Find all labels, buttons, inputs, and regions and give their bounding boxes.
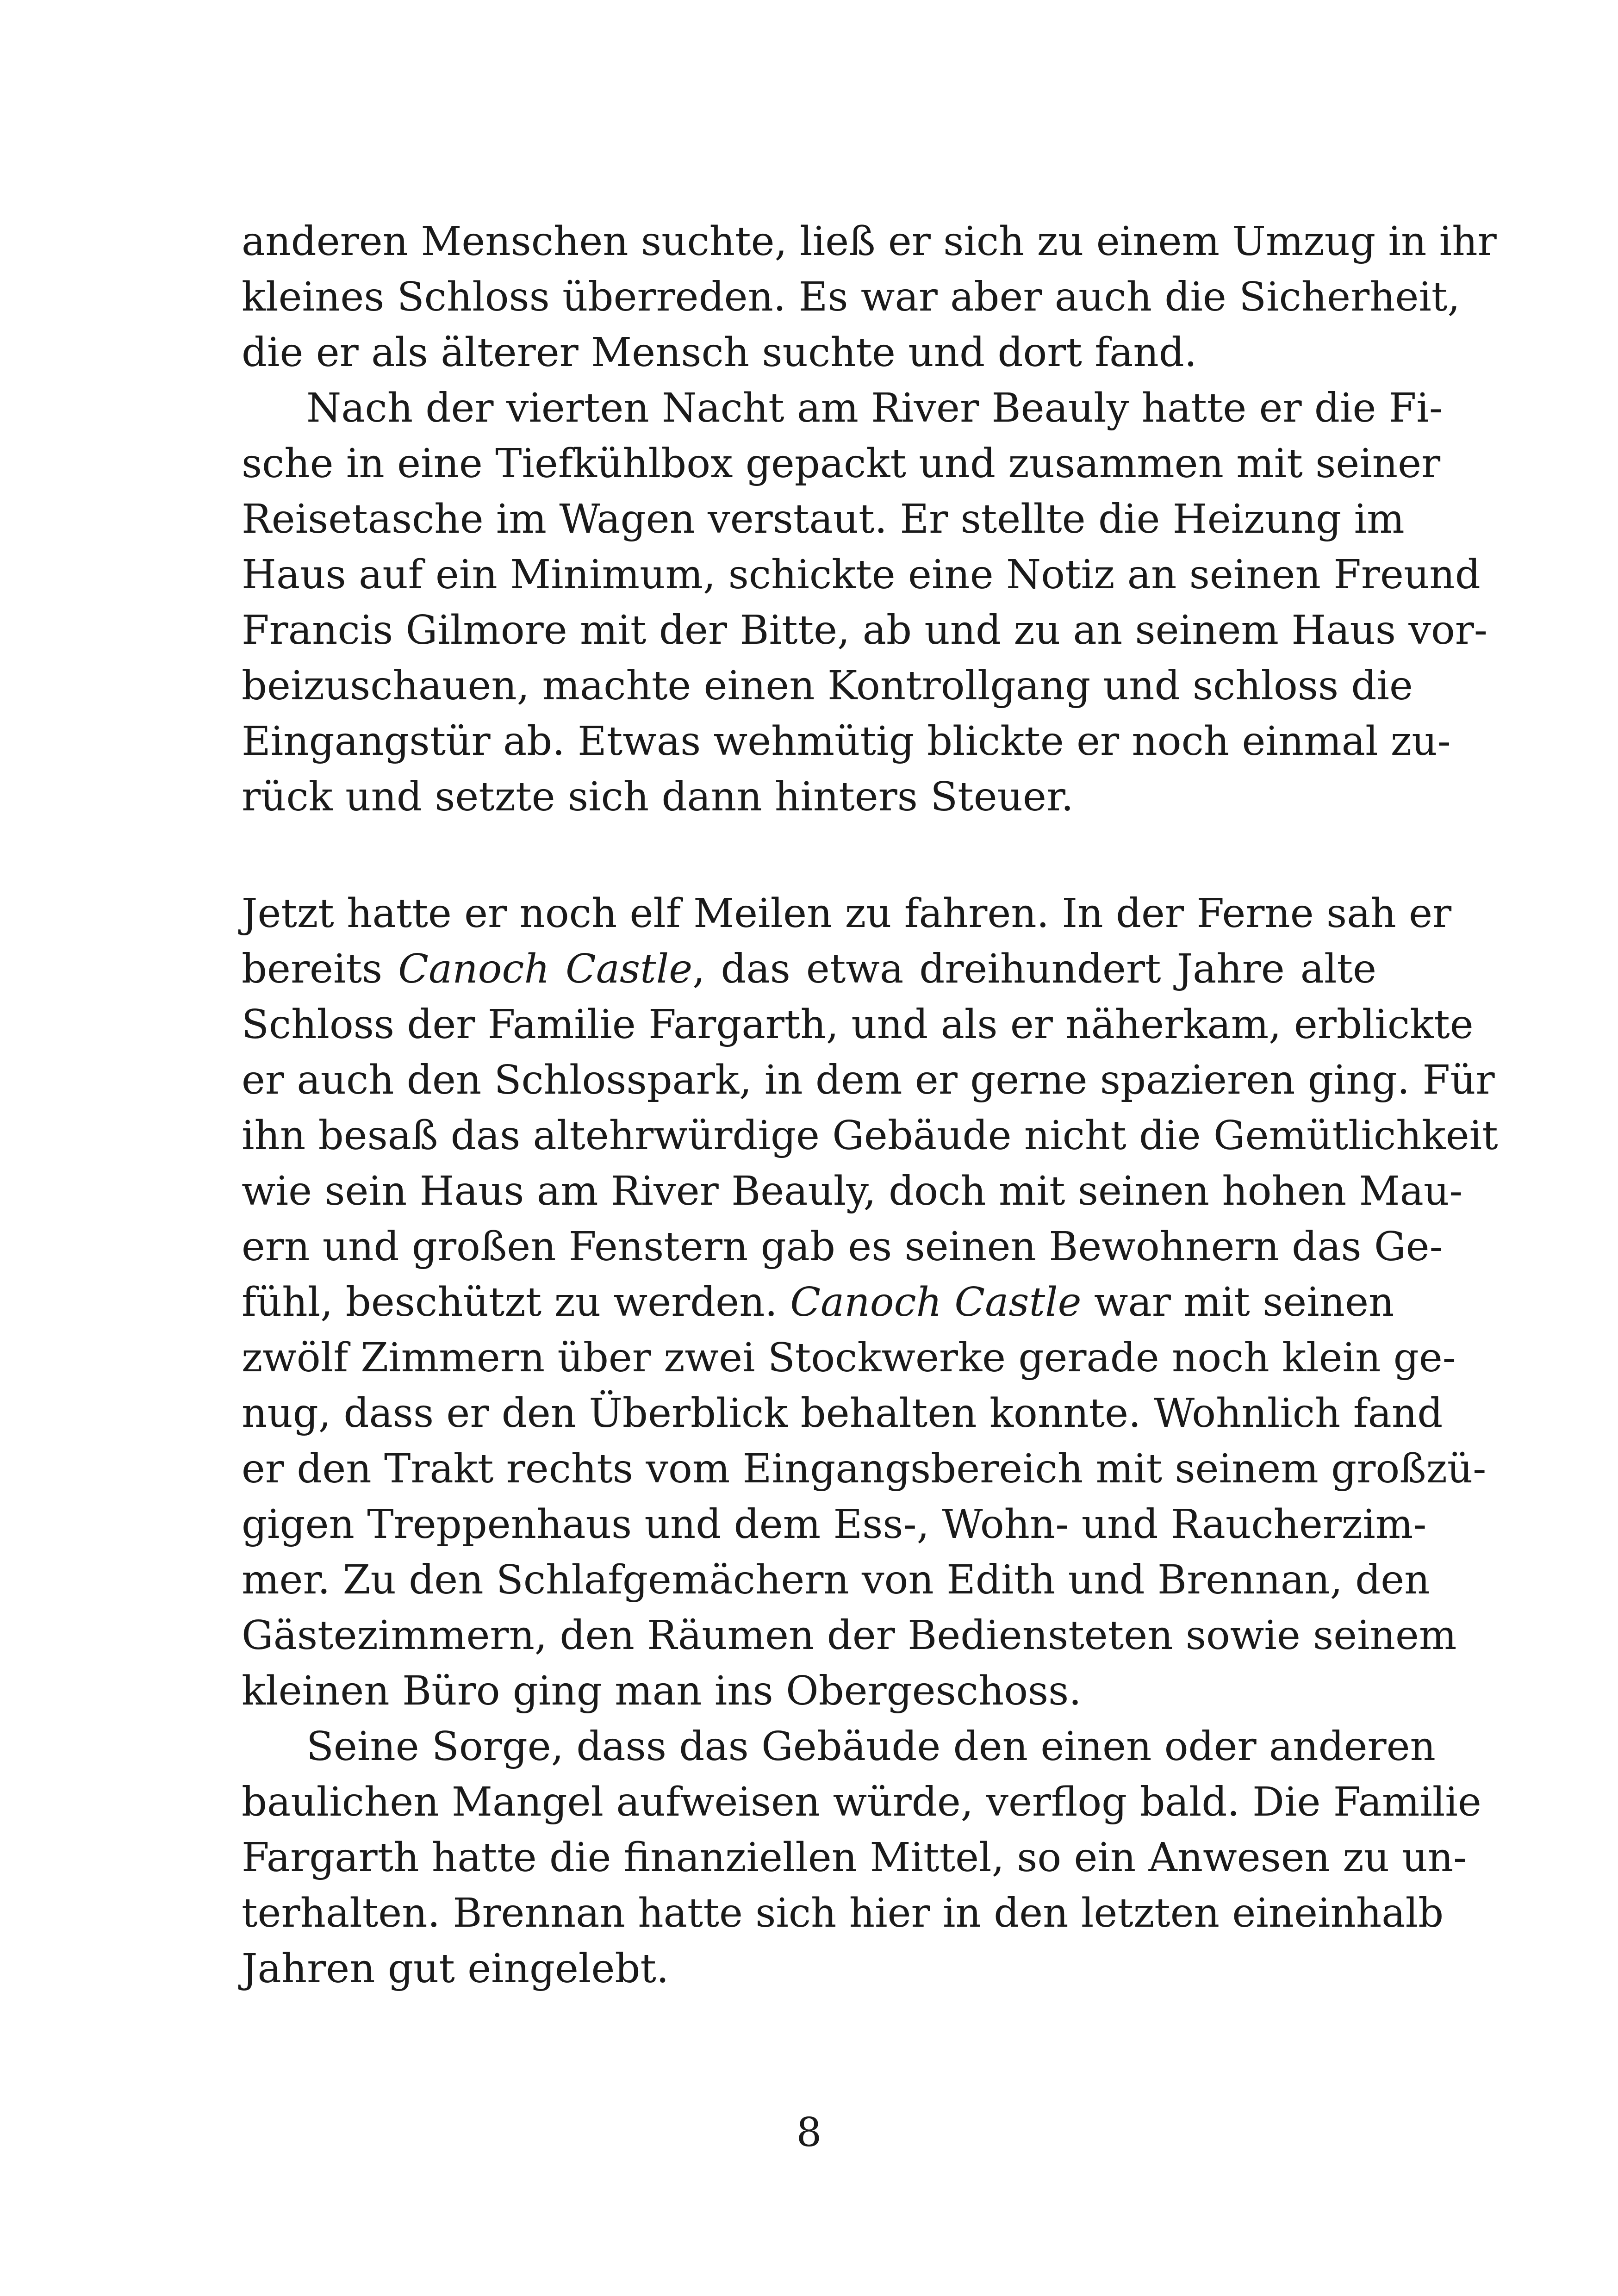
text-line: Jahren gut eingelebt. <box>242 1946 669 1992</box>
text-block-top <box>242 214 1497 825</box>
paragraph-1 <box>242 214 1497 380</box>
text-line: terhalten. Brennan hatte sich hier in den letzten eineinhalb <box>242 1890 1444 1936</box>
text-line: kleinen Büro ging man ins Obergeschoss. <box>242 1668 1082 1714</box>
text-line: rück und setzte sich dann hinters Steuer. <box>242 774 1074 820</box>
text-line: mer. Zu den Schlafgemächern von Edith und Brennan, den <box>242 1557 1430 1603</box>
text-line: nug, dass er den Überblick behalten konnte. Wohnlich fand <box>242 1390 1443 1437</box>
text-line: Eingangstür ab. Etwas wehmütig blickte er noch einmal zu- <box>242 718 1451 765</box>
text-line: kleines Schloss überreden. Es war aber auch die Sicherheit, <box>242 274 1460 320</box>
text-fragment: , das etwa dreihundert Jahre alte <box>692 946 1376 992</box>
paragraph-2 <box>242 380 1487 825</box>
text-block-bottom <box>242 886 1498 1997</box>
text-line: zwölf Zimmern über zwei Stockwerke gerade noch klein ge- <box>242 1335 1456 1381</box>
text-fragment: bereits <box>242 946 398 992</box>
text-line: Fargarth hatte die finanziellen Mittel, so ein Anwesen zu un- <box>242 1835 1467 1881</box>
text-line: sche in eine Tiefkühlbox gepackt und zusammen mit seiner <box>242 441 1441 487</box>
text-line: Jetzt hatte er noch elf Meilen zu fahren. In der Ferne sah er <box>242 890 1452 937</box>
text-line: Nach der vierten Nacht am River Beauly hatte er die Fi- <box>306 385 1443 431</box>
text-fragment: fühl, beschützt zu werden. <box>242 1279 790 1325</box>
text-line: beizuschauen, machte einen Kontrollgang und schloss die <box>242 663 1413 709</box>
paragraph-4 <box>242 1719 1481 1997</box>
text-line: er auch den Schlosspark, in dem er gerne spazieren ging. Für <box>242 1057 1495 1103</box>
text-line: gigen Treppenhaus und dem Ess-, Wohn- und Raucherzim- <box>242 1501 1427 1548</box>
text-line: ihn besaß das altehrwürdige Gebäude nicht die Gemütlichkeit <box>242 1113 1498 1159</box>
text-line: ern und großen Fenstern gab es seinen Bewohnern das Ge- <box>242 1224 1443 1270</box>
text-line: Reisetasche im Wagen verstaut. Er stellte die Heizung im <box>242 496 1405 542</box>
text-line: wie sein Haus am River Beauly, doch mit seinen hohen Mau- <box>242 1168 1463 1214</box>
text-line: Francis Gilmore mit der Bitte, ab und zu an seinem Haus vor- <box>242 607 1487 653</box>
text-line: anderen Menschen suchte, ließ er sich zu einem Umzug in ihr <box>242 218 1497 265</box>
castle-name: Canoch Castle <box>398 946 693 992</box>
text-fragment: war mit seinen <box>1081 1279 1394 1325</box>
paragraph-3 <box>242 886 1498 1719</box>
text-line <box>242 1275 1394 1330</box>
text-line: Seine Sorge, dass das Gebäude den einen oder anderen <box>306 1724 1436 1770</box>
text-line: Haus auf ein Minimum, schickte eine Notiz an seinen Freund <box>242 552 1481 598</box>
castle-name: Canoch Castle <box>790 1279 1082 1325</box>
text-line: die er als älterer Mensch suchte und dort fand. <box>242 330 1197 376</box>
text-line: er den Trakt rechts vom Eingangsbereich mit seinem großzü- <box>242 1446 1487 1492</box>
page-number: 8 <box>796 2109 822 2156</box>
text-line: baulichen Mangel aufweisen würde, verflog bald. Die Familie <box>242 1779 1481 1825</box>
text-line: Gästezimmern, den Räumen der Bediensteten sowie seinem <box>242 1612 1457 1659</box>
text-line <box>242 941 1376 997</box>
text-line: Schloss der Familie Fargarth, und als er näherkam, erblickte <box>242 1002 1474 1048</box>
